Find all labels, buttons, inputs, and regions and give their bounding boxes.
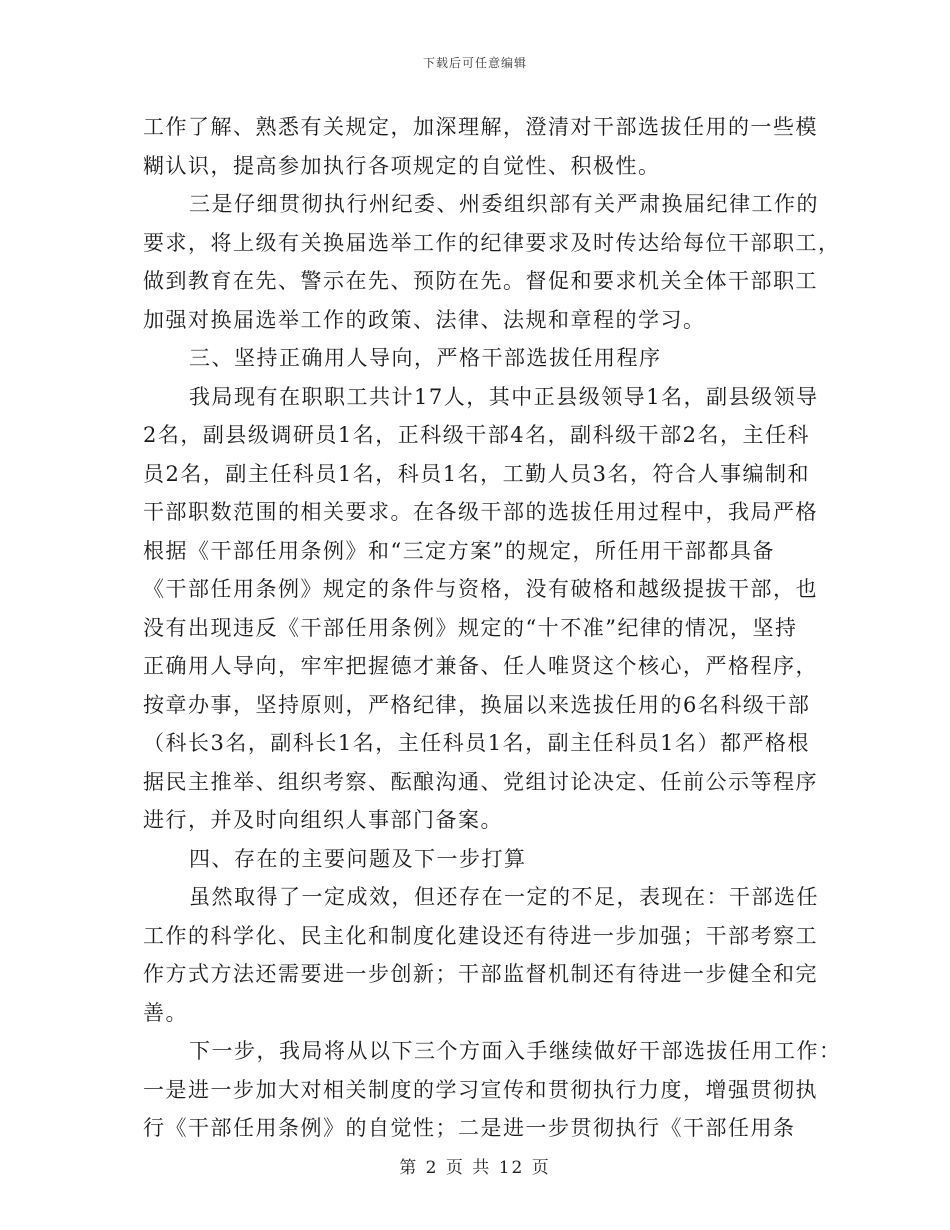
text-line: 做到教育在先、警示在先、预防在先。督促和要求机关全体干部职工 [143,269,818,293]
text-line: 虽然取得了一定成效，但还存在一定的不足，表现在：干部选任 [189,885,819,909]
text-line: 作方式方法还需要进一步创新；干部监督机制还有待进一步健全和完 [143,962,818,986]
text-line: 工作的科学化、民主化和制度化建设还有待进一步加强；干部考察工 [143,923,818,948]
text-line: 《干部任用条例》规定的条件与资格，没有破格和越级提拔干部，也 [143,577,818,601]
text-line: 善。 [143,1000,188,1025]
text-line: 下一步，我局将从以下三个方面入手继续做好干部选拔任用工作： [189,1039,842,1063]
text-line: 三是仔细贯彻执行州纪委、州委组织部有关严肃换届纪律工作的 [189,192,819,216]
page-header: 下载后可任意编辑 [422,56,527,70]
text-line: 干部职数范围的相关要求。在各级干部的选拔任用过程中，我局严格 [143,500,818,524]
text-line: 要求，将上级有关换届选举工作的纪律要求及时传达给每位干部职工， [143,230,841,255]
text-line: 工作了解、熟悉有关规定，加深理解，澄清对干部选拔任用的一些模 [143,115,818,139]
text-line: 一是进一步加大对相关制度的学习宣传和贯彻执行力度，增强贯彻执 [143,1077,818,1102]
text-line: 进行，并及时向组织人事部门备案。 [143,808,503,832]
text-line: 员2名，副主任科员1名，科员1名，工勤人员3名，符合人事编制和 [143,461,810,486]
text-line: 据民主推举、组织考察、酝酿沟通、党组讨论决定、任前公示等程序 [143,769,818,794]
text-line: 根据《干部任用条例》和“三定方案”的规定，所任用干部都具备 [143,538,775,563]
text-line: 行《干部任用条例》的自觉性；二是进一步贯彻执行《干部任用条 [143,1116,796,1140]
text-line: 正确用人导向，牢牢把握德才兼备、任人唯贤这个核心，严格程序， [143,654,818,678]
text-line: 糊认识，提高参加执行各项规定的自觉性、积极性。 [143,153,661,178]
text-line: 加强对换届选举工作的政策、法律、法规和章程的学习。 [143,307,706,332]
text-line: 四、存在的主要问题及下一步打算 [189,846,527,871]
document-body [143,108,842,1148]
text-line: 2名，副县级调研员1名，正科级干部4名，副科级干部2名，主任科 [143,423,810,447]
text-line: 按章办事，坚持原则，严格纪律，换届以来选拔任用的6名科级干部 [143,692,811,717]
text-line: （科长3名，副科长1名，主任科员1名，副主任科员1名）都严格根 [143,731,810,755]
text-line: 我局现有在职职工共计17人，其中正县级领导1名，副县级领导 [189,384,819,409]
page-number: 第 2 页 共 12 页 [399,1158,551,1178]
text-line: 三、坚持正确用人导向，严格干部选拔任用程序 [189,346,662,370]
text-line: 没有出现违反《干部任用条例》规定的“十不准”纪律的情况，坚持 [143,615,798,640]
